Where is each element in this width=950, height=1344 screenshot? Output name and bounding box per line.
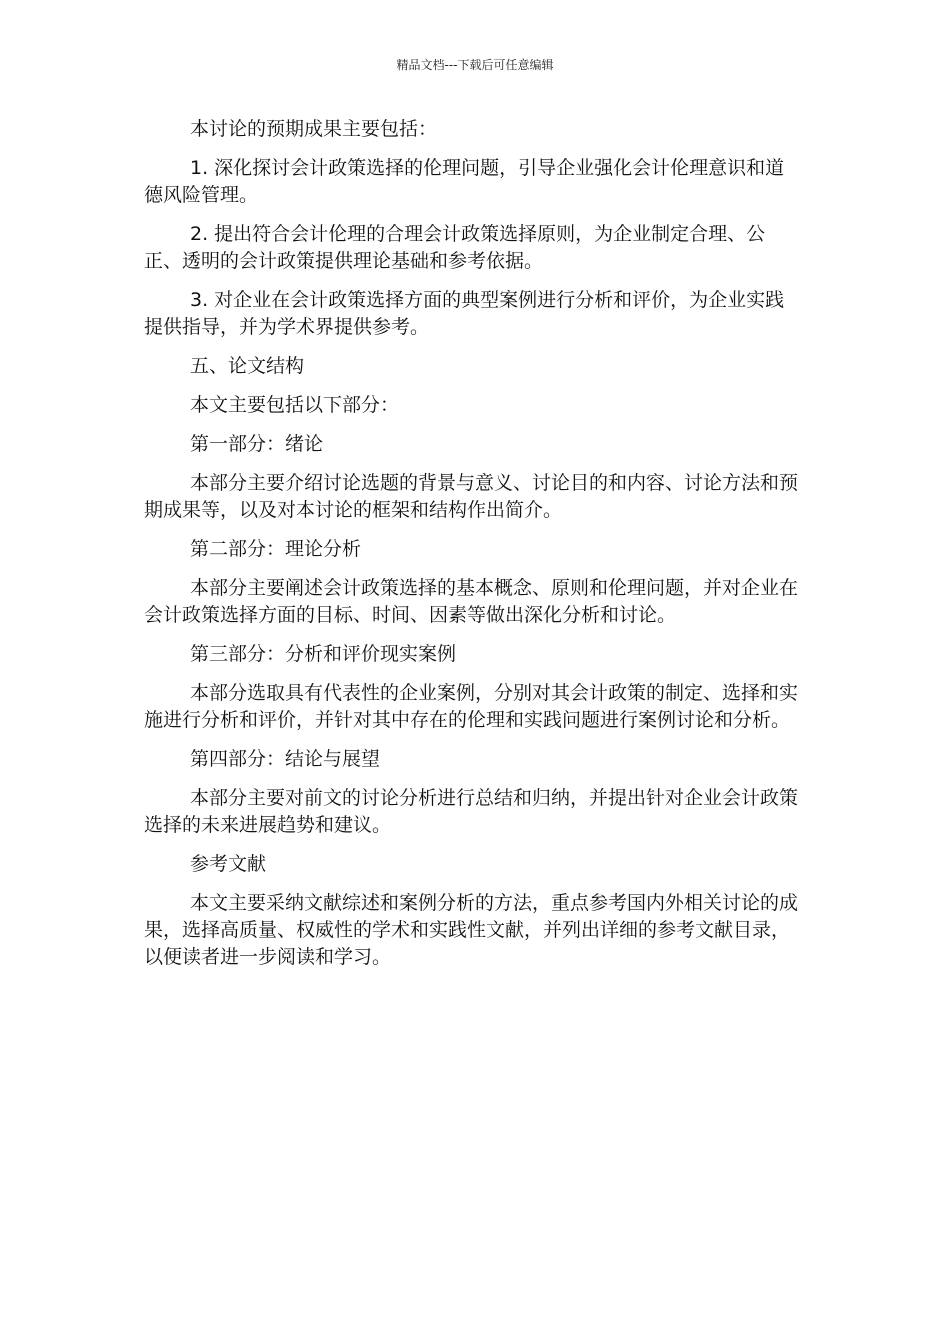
paragraph-outcome-2: 2. 提出符合会计伦理的合理会计政策选择原则，为企业制定合理、公正、透明的会计政策提供理论基础和参考依据。 (144, 223, 766, 272)
paragraph-structure-intro: 本文主要包括以下部分： (190, 394, 400, 416)
paragraph-expected-outcomes-intro: 本讨论的预期成果主要包括： (190, 118, 438, 140)
paragraph-part-4: 本部分主要对前文的讨论分析进行总结和归纳，并提出针对企业会计政策选择的未来进展趋势和建议。 (144, 787, 799, 836)
paragraph-part-2: 本部分主要阐述会计政策选择的基本概念、原则和伦理问题，并对企业在会计政策选择方面的目标、时间、因素等做出深化分析和讨论。 (144, 577, 799, 626)
paragraph-part-1: 本部分主要介绍讨论选题的背景与意义、讨论目的和内容、讨论方法和预期成果等，以及对本讨论的框架和结构作出简介。 (144, 472, 799, 521)
document-body (144, 116, 800, 983)
paragraph-outcome-3: 3. 对企业在会计政策选择方面的典型案例进行分析和评价，为企业实践提供指导，并为学术界提供参考。 (144, 289, 785, 338)
part-heading-4: 第四部分：结论与展望 (190, 748, 381, 770)
paragraph-references: 本文主要采纳文献综述和案例分析的方法，重点参考国内外相关讨论的成果，选择高质量、权威性的学术和实践性文献，并列出详细的参考文献目录，以便读者进一步阅读和学习。 (144, 892, 799, 968)
paragraph-outcome-1: 1. 深化探讨会计政策选择的伦理问题，引导企业强化会计伦理意识和道德风险管理。 (144, 157, 785, 206)
section-heading-structure: 五、论文结构 (190, 355, 305, 377)
paragraph-part-3: 本部分选取具有代表性的企业案例，分别对其会计政策的制定、选择和实施进行分析和评价，并针对其中存在的伦理和实践问题进行案例讨论和分析。 (144, 682, 799, 731)
part-heading-1: 第一部分：绪论 (190, 433, 324, 455)
references-heading: 参考文献 (190, 853, 267, 875)
part-heading-3: 第三部分：分析和评价现实案例 (190, 643, 457, 665)
page-header: 精品文档---下载后可任意编辑 (396, 58, 554, 72)
part-heading-2: 第二部分：理论分析 (190, 538, 362, 560)
